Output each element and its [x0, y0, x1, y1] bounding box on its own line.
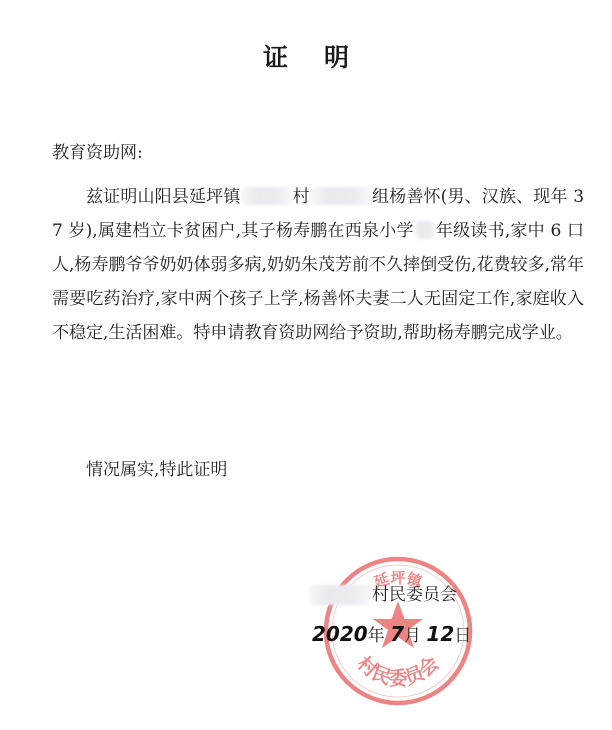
certificate-body [52, 180, 584, 350]
redaction-blur [414, 221, 436, 239]
redaction-blur [308, 585, 372, 605]
salutation: 教育资助网: [52, 143, 143, 163]
closing-statement: 情况属实,特此证明 [86, 460, 228, 480]
body-segment-4: 年级读书,家中 6 口人,杨寿鹏爷爷奶奶体弱多病,奶奶朱茂芳前不久摔倒受伤,花费较多,常年需要吃药治疗,家中两个孩子上学,杨善怀夫妻二人无固定工作,家庭收入不稳定,生活困难。特申请教育资助网给予资助,帮助杨寿鹏完成学业。 [52, 221, 584, 343]
date-day-unit: 日 [454, 626, 472, 646]
body-segment-1: 兹证明山阳县延坪镇 [86, 187, 241, 207]
date-month-unit: 月 [404, 626, 421, 646]
body-segment-3: 组杨善怀(男、汉族、现年 37 岁),属建档立卡贫困户,其子杨寿鹏在西泉小学 [52, 187, 585, 241]
date-year: 2020 [312, 622, 368, 646]
date-year-unit: 年 [367, 626, 385, 646]
document-title: 证明 [262, 43, 385, 72]
seal-bottom-text: 村民委员会 [352, 652, 444, 690]
signatory: 村民委员会 [372, 585, 457, 605]
redaction-blur [241, 187, 293, 205]
date-month: 7 [390, 622, 404, 646]
svg-text:村民委员会 [353, 652, 443, 690]
body-segment-2: 村 [292, 187, 310, 207]
date-day: 12 [426, 622, 455, 646]
redaction-blur [310, 187, 372, 205]
seal-top-text: 延坪镇 [371, 569, 425, 592]
issue-date [312, 621, 471, 649]
